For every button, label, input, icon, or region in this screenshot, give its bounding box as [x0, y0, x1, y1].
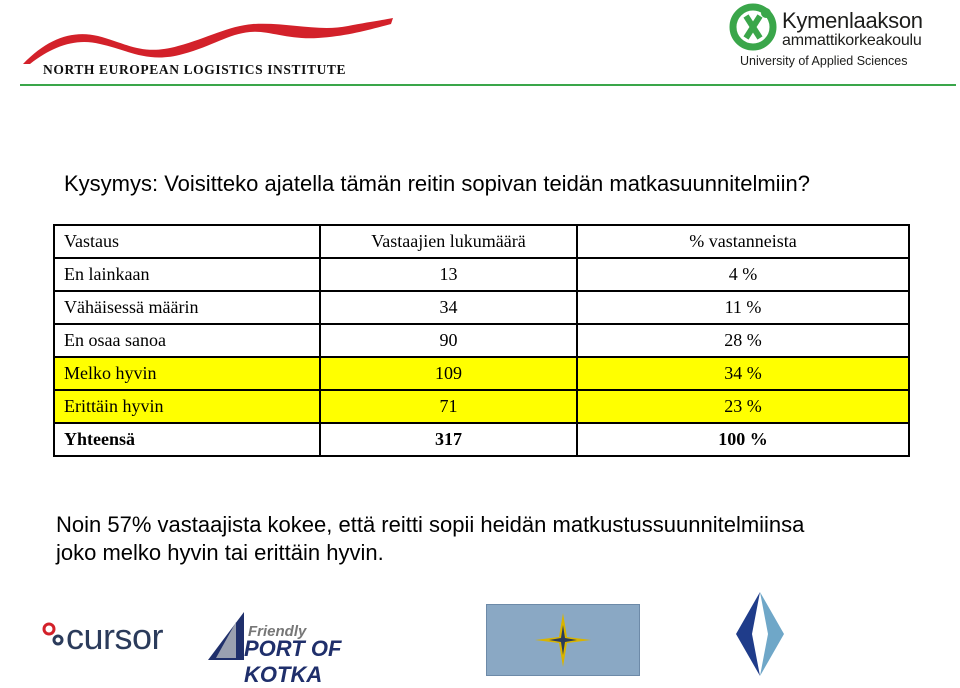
cursor-logo: [40, 612, 180, 662]
percent-cell: 34 %: [577, 357, 909, 390]
total-count-cell: 317: [320, 423, 577, 456]
survey-results-table: [53, 224, 910, 457]
port-of-kotka-logo: [200, 608, 425, 687]
partner-logo: [730, 592, 790, 676]
kymenlaakso-emblem-icon: [728, 2, 778, 52]
conclusion-text: [56, 511, 956, 567]
percent-cell: 28 %: [577, 324, 909, 357]
question-text: Kysymys: Voisitteko ajatella tämän reitin sopivan teidän matkasuunnitelmiin?: [64, 171, 810, 196]
kymenlaakso-logo: [728, 2, 953, 74]
partner-emblem-icon: [730, 592, 790, 676]
total-label-cell: Yhteensä: [54, 423, 320, 456]
table-row: [54, 291, 909, 324]
header-count: Vastaajien lukumäärä: [320, 225, 577, 258]
nel-swoosh-logo: [18, 16, 398, 66]
table-row-highlighted: [54, 357, 909, 390]
count-cell: 71: [320, 390, 577, 423]
cursor-emblem-icon: [40, 620, 66, 650]
kotka-sail-icon: [200, 608, 250, 664]
count-cell: 90: [320, 324, 577, 357]
answer-cell: En lainkaan: [54, 258, 320, 291]
count-cell: 34: [320, 291, 577, 324]
cursor-logo-text: cursor: [66, 616, 164, 657]
kymenlaakso-name-line2: ammattikorkeakoulu: [782, 32, 922, 49]
header-percent: % vastanneista: [577, 225, 909, 258]
count-cell: 13: [320, 258, 577, 291]
stella-compass-icon: [487, 605, 639, 675]
kotka-logo-top-text: Friendly: [248, 623, 307, 640]
table-total-row: [54, 423, 909, 456]
table-row: [54, 258, 909, 291]
conclusion-line-2: joko melko hyvin tai erittäin hyvin.: [56, 540, 384, 565]
percent-cell: 11 %: [577, 291, 909, 324]
nel-logo-text: NORTH EUROPEAN LOGISTICS INSTITUTE: [43, 62, 347, 77]
kymenlaakso-name-line1: Kymenlaakson: [782, 8, 923, 33]
header: [0, 0, 960, 86]
answer-cell: Erittäin hyvin: [54, 390, 320, 423]
count-cell: 109: [320, 357, 577, 390]
answer-cell: En osaa sanoa: [54, 324, 320, 357]
conclusion-line-1: Noin 57% vastaajista kokee, että reitti sopii heidän matkustussuunnitelmiinsa: [56, 512, 805, 537]
table-row: [54, 324, 909, 357]
header-divider: [20, 84, 956, 86]
stella-group-logo: [486, 604, 640, 676]
percent-cell: 23 %: [577, 390, 909, 423]
percent-cell: 4 %: [577, 258, 909, 291]
kotka-logo-main-text: PORT OF KOTKA: [244, 636, 342, 687]
table-header-row: [54, 225, 909, 258]
kymenlaakso-name-line3: University of Applied Sciences: [740, 54, 908, 68]
table-row-highlighted: [54, 390, 909, 423]
answer-cell: Melko hyvin: [54, 357, 320, 390]
answer-cell: Vähäisessä määrin: [54, 291, 320, 324]
header-answer: Vastaus: [54, 225, 320, 258]
total-percent-cell: 100 %: [577, 423, 909, 456]
